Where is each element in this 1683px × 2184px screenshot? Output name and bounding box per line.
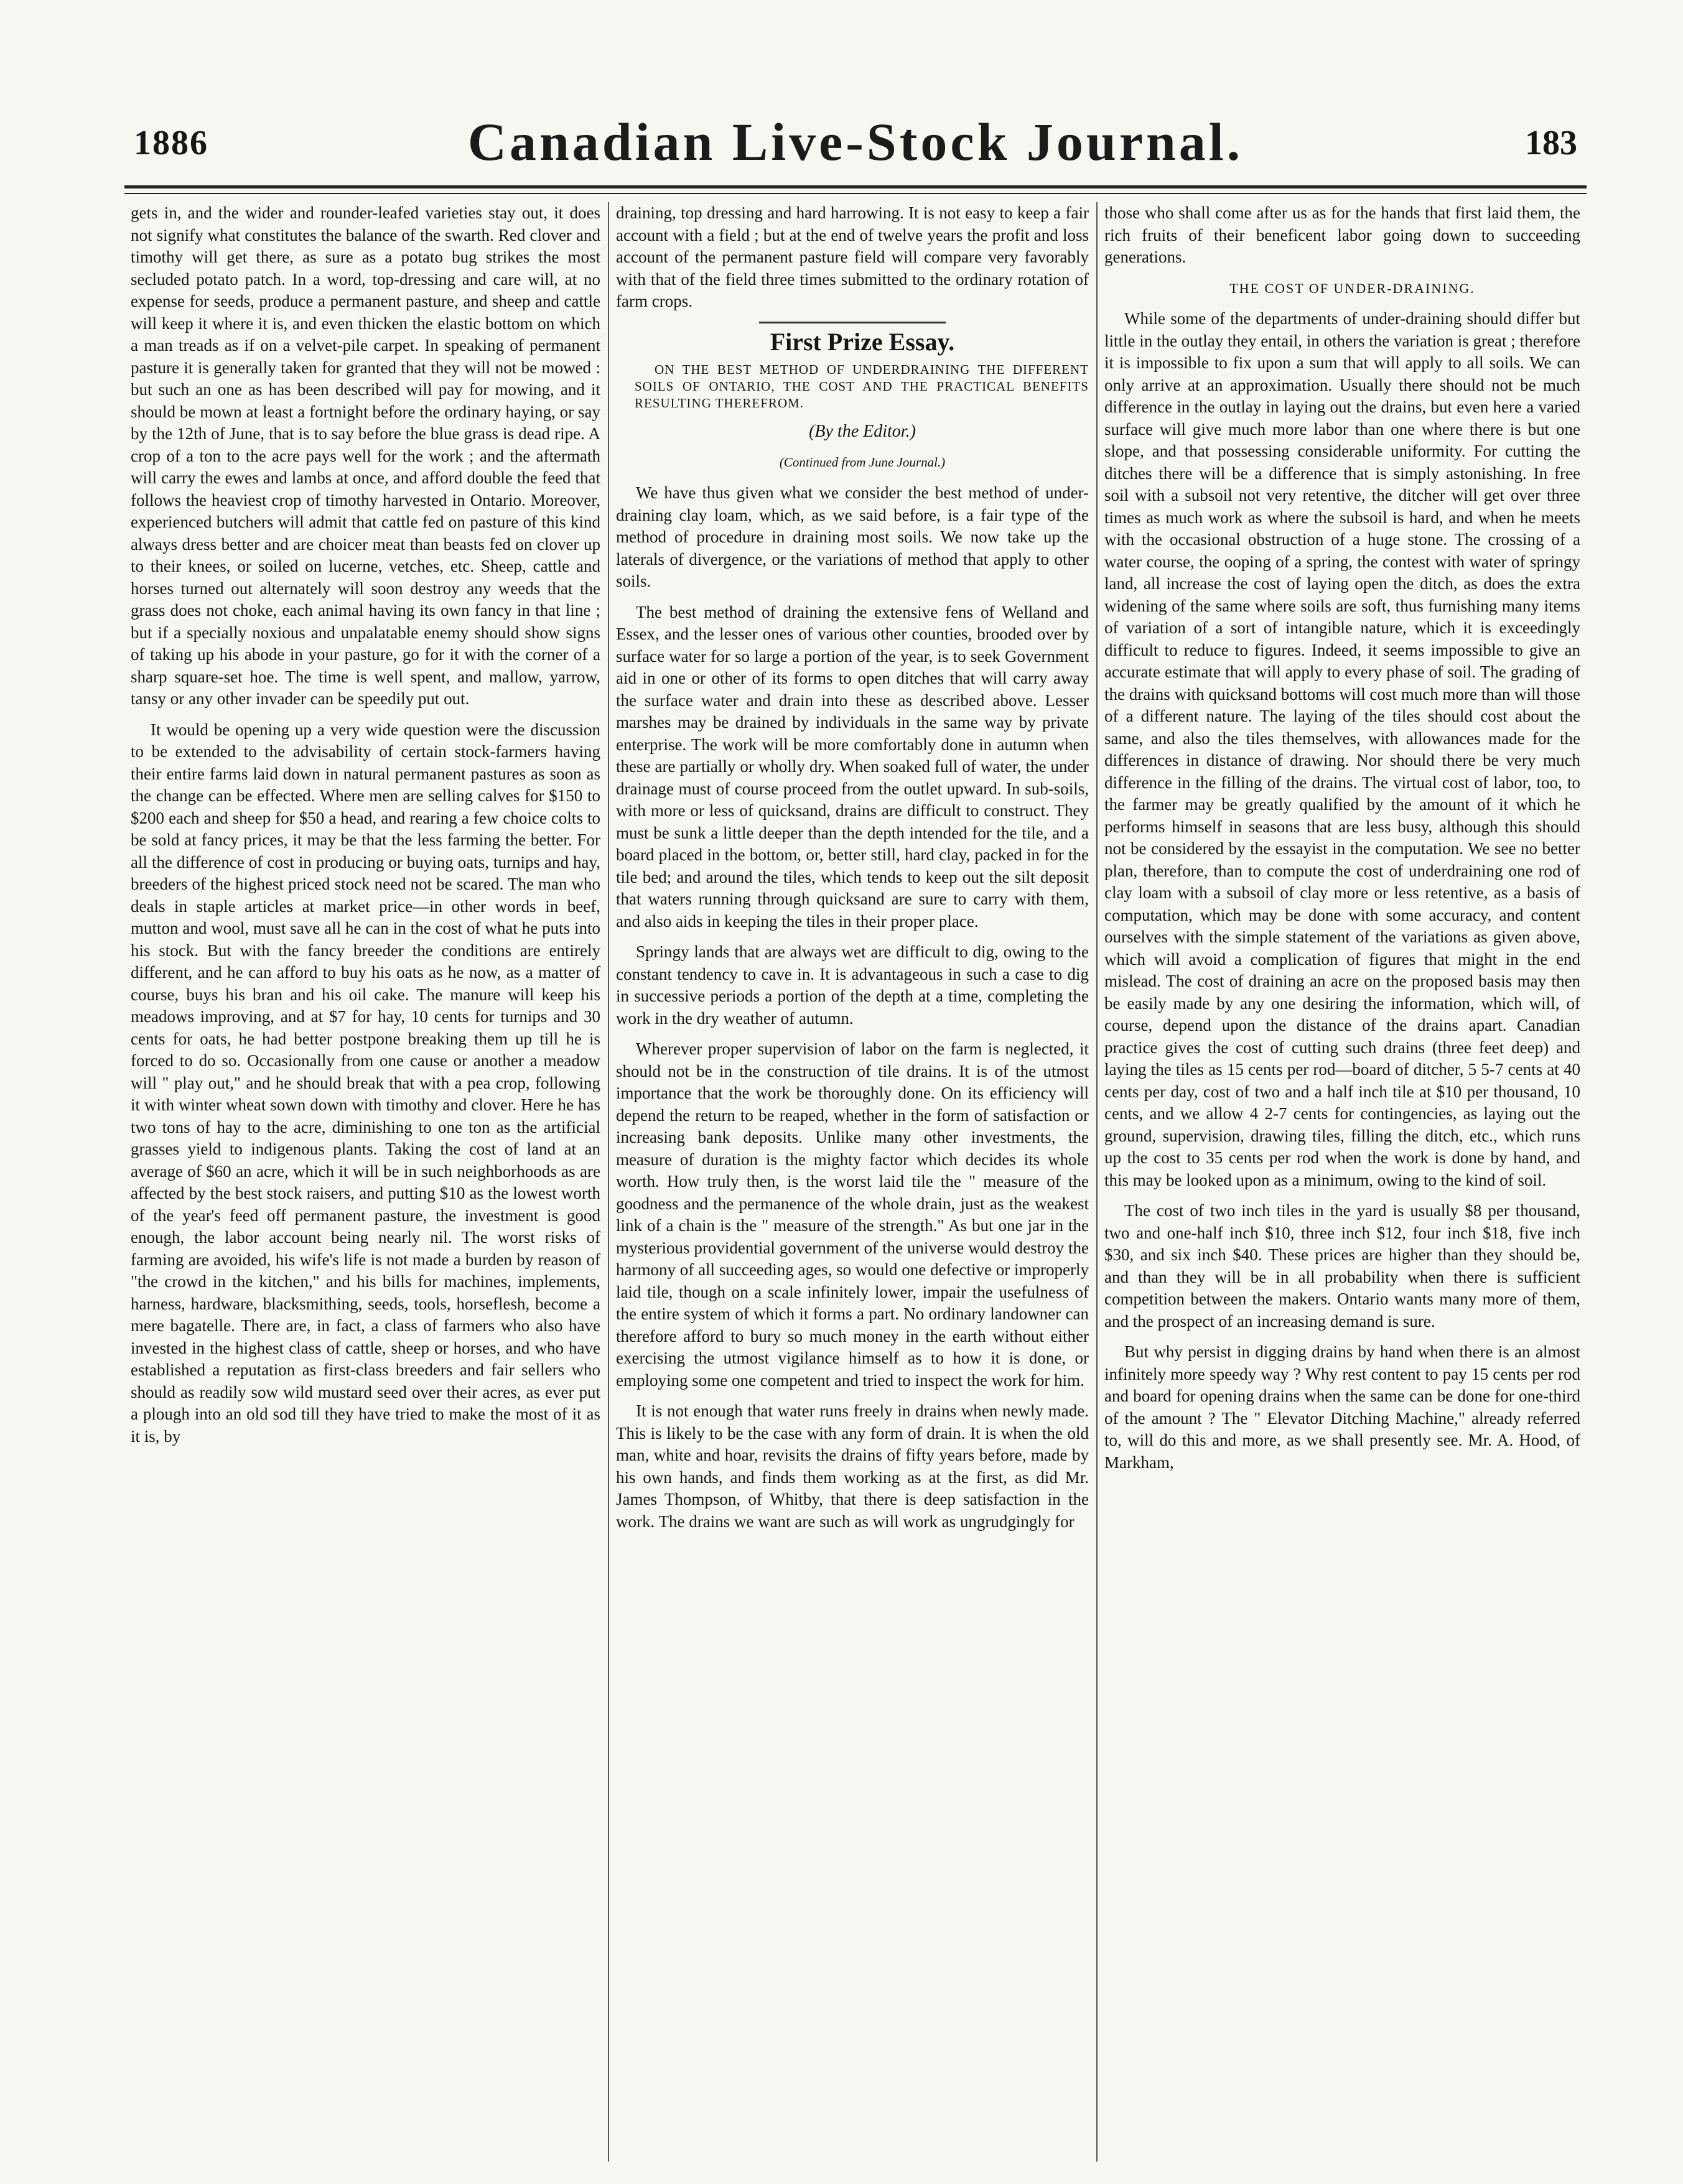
column-2-paragraph: The best method of draining the extensive fens of Welland and Essex, and the lesser ones of various other counties, brooded over by surface water for so large a portion of the year, is to seek Government aid in one or other of its forms to open ditches that will carry away the surface water and drain into these as described above. Lesser marshes may be drained by individuals in the same way by private enterprise. The work will be more comfortably done in autumn when these are partially or wholly dry. When soaked full of water, the under drainage must of course proceed from the outlet upward. In sub-soils, with more or less of quicksand, drains are difficult to construct. They must be sunk a little deeper than the depth intended for the tile, and a board placed in the bottom, or, better still, hard clay, packed in for the tile bed; and around the tiles, which tends to keep out the silt deposit that waters running through quicksand are sure to carry with them, and also aids in keeping the tiles in their proper place.	[616, 602, 1089, 931]
column-3-paragraph: While some of the departments of under-draining should differ but little in the outlay they entail, in others the variation is great ; therefore it is impossible to fix upon a sum that will apply to all soils. We can only arrive at an approximation. Usually there should not be much difference in the outlay in laying out the drains, but even here a varied surface will give much more labor than one where there is but one slope, and that possessing considerable uniformity. For cutting the ditches there will be a difference that is simply astonishing. In free soil with a subsoil not very retentive, the ditcher will get over three times as much work as where the subsoil is hard, and when he meets with the occasional obstruction of a huge stone. The crossing of a water course, the ooping of a spring, the contest with water of springy land, all increase the cost of laying open the ditch, as does the extra widening of the same where soils are soft, thus furnishing many items of variation of a sort of intangible nature, which it is exceedingly difficult to reduce to figures. Indeed, it seems impossible to give an accurate estimate that will apply to every phase of soil. The grading of the drains with quicksand bottoms will cost much more than will those of a different nature. The laying of the tiles should cost about the same, and also the tiles themselves, with allowances made for the differences in distance of drawing. Nor should there be very much difference in the filling of the drains. The virtual cost of labor, too, to the farmer may be greatly qualified by the amount of it which he performs himself in seasons that are less busy, although this should not be considered by the essayist in the computation. We see no better plan, therefore, than to compute the cost of underdraining one rod of clay loam with a subsoil of clay more or less retentive, as a basis of computation, which may be done with some accuracy, and content ourselves with the simple statement of the variations as given above, which will avoid a complication of figures that might in the end mislead. The cost of draining an acre on the proposed basis may then be easily made by any one desiring the information, which will, of course, depend upon the distance of the drains apart. Canadian practice gives the cost of cutting such drains (three feet deep) and laying the tiles as 15 cents per rod—board of ditcher, 5 5-7 cents at 40 cents per day, cost of two and a half inch tile at $10 per thousand, 10 cents, and we allow 4 2-7 cents for contingencies, as laying out the ground, supervision, drawing tiles, filling the ditch, etc., which runs up the cost to 35 cents per rod when the work is done by hand, and this may be looked upon as a minimum, owing to the kind of soil.	[1104, 309, 1580, 1189]
column-3-intro: those who shall come after us as for the hands that first laid them, the rich fruits of their beneficent labor going down to succeeding generations.	[1104, 203, 1580, 266]
header-year: 1886	[134, 124, 208, 162]
column-divider	[608, 202, 609, 2162]
column-1-paragraph: gets in, and the wider and rounder-leafed varieties stay out, it does not signify what constitutes the balance of the swarth. Red clover and timothy will get there, as sure as a potato bug strikes the most secluded potato patch. In a word, top-dressing and care will, at no expense for seeds, produce a permanent pasture, and sheep and cattle will keep it where it is, and even thicken the elastic bottom on which a man treads as if on a velvet-pile carpet. In speaking of permanent pasture it is generally taken for granted that they will not be mowed : but such an one as has been described will pay for mowing, and it should be mown at least a fortnight before the ordinary haying, or say by the 12th of June, that is to say before the blue grass is dead ripe. A crop of a ton to the acre pays well for the work ; and the aftermath will carry the ewes and lambs at once, and afford double the feed that follows the heaviest crop of timothy harvested in Ontario. Moreover, experienced butchers will admit that cattle fed on pasture of this kind always dress better and are choicer meat than beasts fed on clover up to their knees, or soiled on lucerne, vetches, etc. Sheep, cattle and horses turned out alternately will soon destroy any weeds that the grass does not choke, each animal having its own fancy in that line ; but if a specially noxious and unpalatable enemy should show signs of taking up his abode in your pasture, go for it with the corner of a sharp square-set hoe. The time is well spent, and mallow, yarrow, tansy or any other invader can be speedily put out.	[131, 203, 600, 708]
essay-divider	[759, 322, 946, 323]
column-2-paragraph: It is not enough that water runs freely in drains when newly made. This is likely to be the case with any form of drain. It is when the old man, white and hoar, revisits the drains of fifty years before, made by his own hands, and finds them working as at the first, as did Mr. James Thompson, of Whitby, that there is deep satisfaction in the work. The drains we want are such as will work as ungrudgingly for	[616, 1401, 1089, 1531]
column-2-paragraph: We have thus given what we consider the best method of under-draining clay loam, which, as we said before, is a fair type of the method of procedure in draining most soils. We now take up the laterals of divergence, or the variations of method that apply to other soils.	[616, 483, 1089, 590]
column-2-paragraph: Springy lands that are always wet are difficult to dig, owing to the constant tendency to cave in. It is advantageous in such a case to dig in successive periods a portion of the depth at a time, completing the work in the dry weather of autumn.	[616, 942, 1089, 1028]
column-1-paragraph: It would be opening up a very wide question were the discussion to be extended to the advisability of certain stock-farmers having their entire farms laid down in natural permanent pastures as soon as the change can be effected. Where men are selling calves for $150 to $200 each and sheep for $50 a head, and rearing a few choice colts to be sold at fancy prices, it may be that the less farming the better. For all the difference of cost in producing or buying oats, turnips and hay, breeders of the highest priced stock need not be scared. The man who deals in staple articles at market price—in other words in beef, mutton and wool, must save all he can in the cost of what he puts into his stock. But with the fancy breeder the conditions are entirely different, and he can afford to buy his oats as he now, as a matter of course, buys his bran and his oil cake. The manure will keep his meadows improving, and at $7 for hay, 10 cents for turnips and 30 cents for oats, he had better postpone breaking them up till he is forced to do so. Occasionally from one cause or another a meadow will " play out," and he should break that with a pea crop, following it with winter wheat sown down with timothy and clover. Here he has two tons of hay to the acre, diminishing to one ton as the artificial grasses yield to indigenous plants. Taking the cost of land at an average of $60 an acre, which it will be in such neighborhoods as are affected by the best stock raisers, and putting $10 as the lowest worth of the year's feed off permanent pasture, the investment is good enough, the labor account being nearly nil. The worst risks of farming are avoided, his wife's life is not made a burden by reason of "the crowd in the kitchen," and his bills for machines, implements, harness, hardware, blacksmithing, seeds, tools, horseflesh, become a mere bagatelle. There are, in fact, a class of farmers who also have invested in the highest class of cattle, sheep or horses, and who have established a reputation as first-class breeders and fair sellers who should as readily sow wild mustard seed over their acres, as ever put a plough into an old sod till they have tried to make the most of it as it is, by	[131, 720, 600, 1446]
page-number: 183	[1525, 124, 1577, 162]
column-3	[1104, 202, 1580, 2162]
header-rule-thick	[124, 185, 1587, 188]
column-divider	[1096, 202, 1098, 2162]
column-1	[131, 202, 600, 2162]
essay-subtitle: ON THE BEST METHOD OF UNDERDRAINING THE DIFFERENT SOILS OF ONTARIO, THE COST AND THE PRACTICAL BENEFITS RESULTING THEREFROM.	[635, 362, 1089, 411]
column-2-intro: draining, top dressing and hard harrowing. It is not easy to keep a fair account with a field ; but at the end of twelve years the profit and loss account of the permanent pasture field will compare very favorably with that of the field three times submitted to the ordinary rotation of farm crops.	[616, 203, 1089, 310]
essay-continued-note: (Continued from June Journal.)	[779, 454, 946, 470]
section-heading: THE COST OF UNDER-DRAINING.	[1229, 280, 1475, 296]
essay-byline: (By the Editor.)	[809, 422, 916, 441]
page-header	[134, 111, 1577, 185]
column-2-paragraph: Wherever proper supervision of labor on the farm is neglected, it should not be in the construction of tile drains. It is of the utmost importance that the work be thoroughly done. On its efficiency will depend the return to be reaped, whether in the form of satisfaction or increasing bank deposits. Unlike many other investments, the measure of duration is the mighty factor which decides its whole worth. How truly then, is the worst laid tile the " measure of the goodness and the permanence of the whole drain, just as the weakest link of a chain is the " measure of the strength." As but one jar in the mysterious providential government of the universe would destroy the harmony of all succeeding ages, so would one defective or improperly laid tile, though on a scale infinitely lower, impair the usefulness of the entire system of which it forms a part. No ordinary landowner can therefore afford to bury so much money in the earth without either exercising the utmost vigilance himself as to how it is done, or employing some one competent and tried to inspect the work for him.	[616, 1039, 1089, 1390]
column-2	[616, 202, 1089, 2162]
column-3-paragraph: But why persist in digging drains by hand when there is an almost infinitely more speedy way ? Why rest content to pay 15 cents per rod and board for opening drains when the same can be done for one-third of the amount ? The " Elevator Ditching Machine," already referred to, will do this and more, as we shall presently see. Mr. A. Hood, of Markham,	[1104, 1342, 1580, 1472]
header-rule-thin	[124, 193, 1587, 194]
column-3-paragraph: The cost of two inch tiles in the yard is usually $8 per thousand, two and one-half inch $10, three inch $12, four inch $18, five inch $30, and six inch $40. These prices are higher than they should be, and than they will be in all probability when there is sufficient competition between the makers. Ontario wants many more of them, and the prospect of an increasing demand is sure.	[1104, 1201, 1580, 1331]
essay-title: First Prize Essay.	[770, 327, 955, 356]
journal-title: Canadian Live-Stock Journal.	[467, 112, 1244, 172]
